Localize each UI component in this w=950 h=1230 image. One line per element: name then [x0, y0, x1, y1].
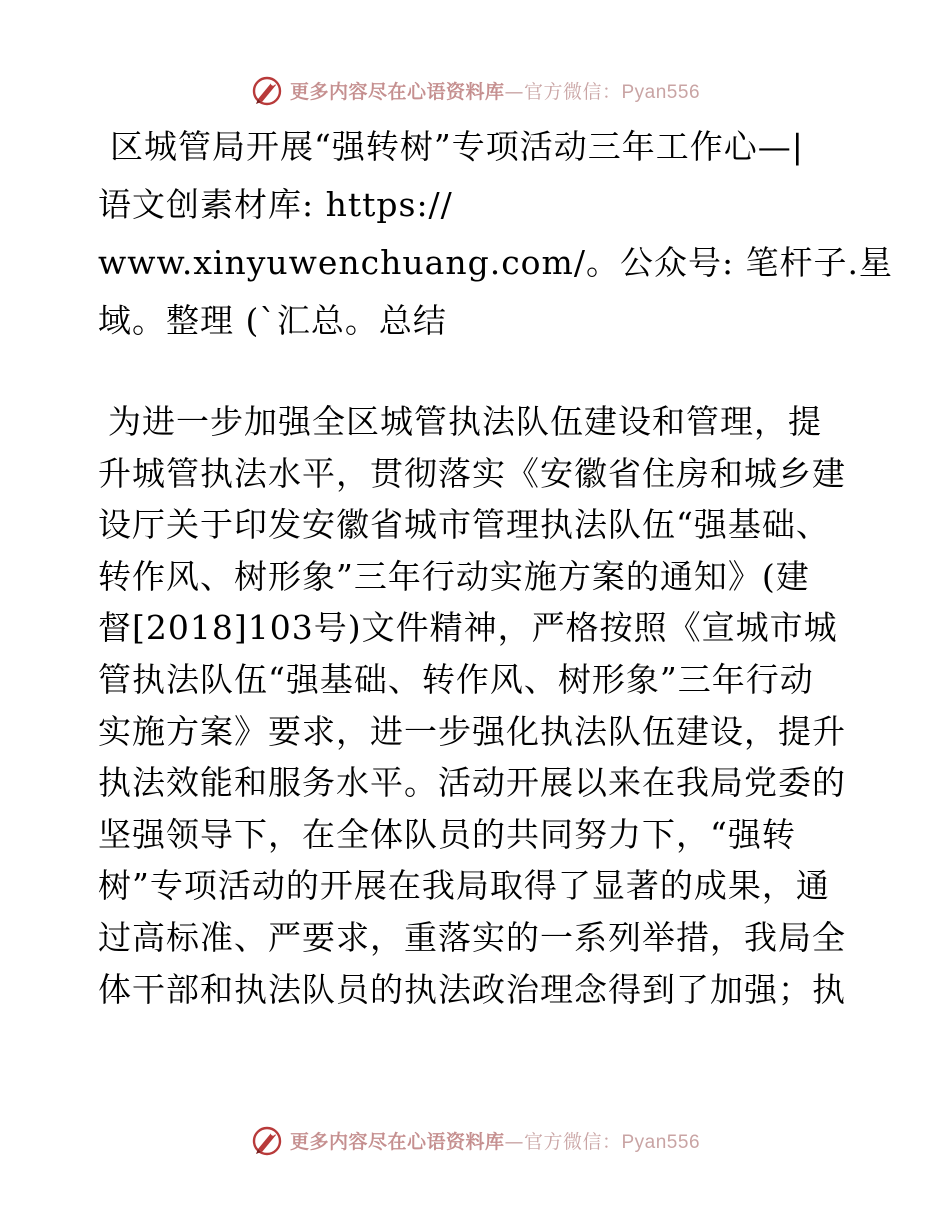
footer-banner: [0, 1120, 950, 1160]
banner-prefix: 更多内容尽在心语资料库: [289, 80, 505, 103]
header-banner: [0, 70, 950, 110]
banner-suffix: —官方微信：: [504, 1130, 622, 1153]
paragraph-line: 体干部和执法队员的执法政治理念得到了加强；执: [98, 969, 846, 1009]
paragraph-line: 督[2018]103号)文件精神，严格按照《宣城市城: [98, 608, 838, 648]
paragraph-line: 转作风、树形象”三年行动实施方案的通知》(建: [98, 556, 810, 596]
banner-suffix: —官方微信：: [504, 80, 622, 103]
document-title: [98, 118, 894, 350]
title-line: www.xinyuwenchuang.com/。公众号: 笔杆子.星: [98, 243, 894, 282]
title-line: 语文创素材库: https://: [98, 185, 453, 224]
pen-logo-icon: [250, 1123, 284, 1157]
paragraph-line: 实施方案》要求，进一步强化执法队伍建设，提升: [98, 711, 846, 751]
paragraph-line: 设厅关于印发安徽省城市管理执法队伍“强基础、: [98, 505, 830, 545]
pen-logo-icon: [250, 73, 284, 107]
banner-wechat-id: Pyan556: [621, 1131, 701, 1153]
paragraph-line: 管执法队伍“强基础、转作风、树形象”三年行动: [98, 659, 814, 699]
banner-text: [290, 1127, 700, 1154]
document-body: [98, 118, 894, 1015]
paragraph-line: 执法效能和服务水平。活动开展以来在我局党委的: [98, 763, 846, 803]
paragraph-line: 升城管执法水平，贯彻落实《安徽省住房和城乡建: [98, 453, 846, 493]
paragraph-line: 为进一步加强全区城管执法队伍建设和管理，提: [108, 402, 822, 441]
paragraph-line: 坚强领导下，在全体队员的共同努力下，“强转: [98, 814, 796, 854]
banner-wechat-id: Pyan556: [621, 81, 701, 103]
paragraph-line: 过高标准、严要求，重落实的一系列举措，我局全: [98, 917, 846, 957]
title-line: 区城管局开展“强转树”专项活动三年工作心—|: [110, 127, 804, 166]
title-line: 域。整理 (`汇总。总结: [98, 301, 447, 340]
banner-prefix: 更多内容尽在心语资料库: [289, 1130, 505, 1153]
banner-text: [290, 77, 700, 104]
paragraph-line: 树”专项活动的开展在我局取得了显著的成果，通: [98, 866, 830, 906]
body-paragraph: [98, 396, 858, 1015]
